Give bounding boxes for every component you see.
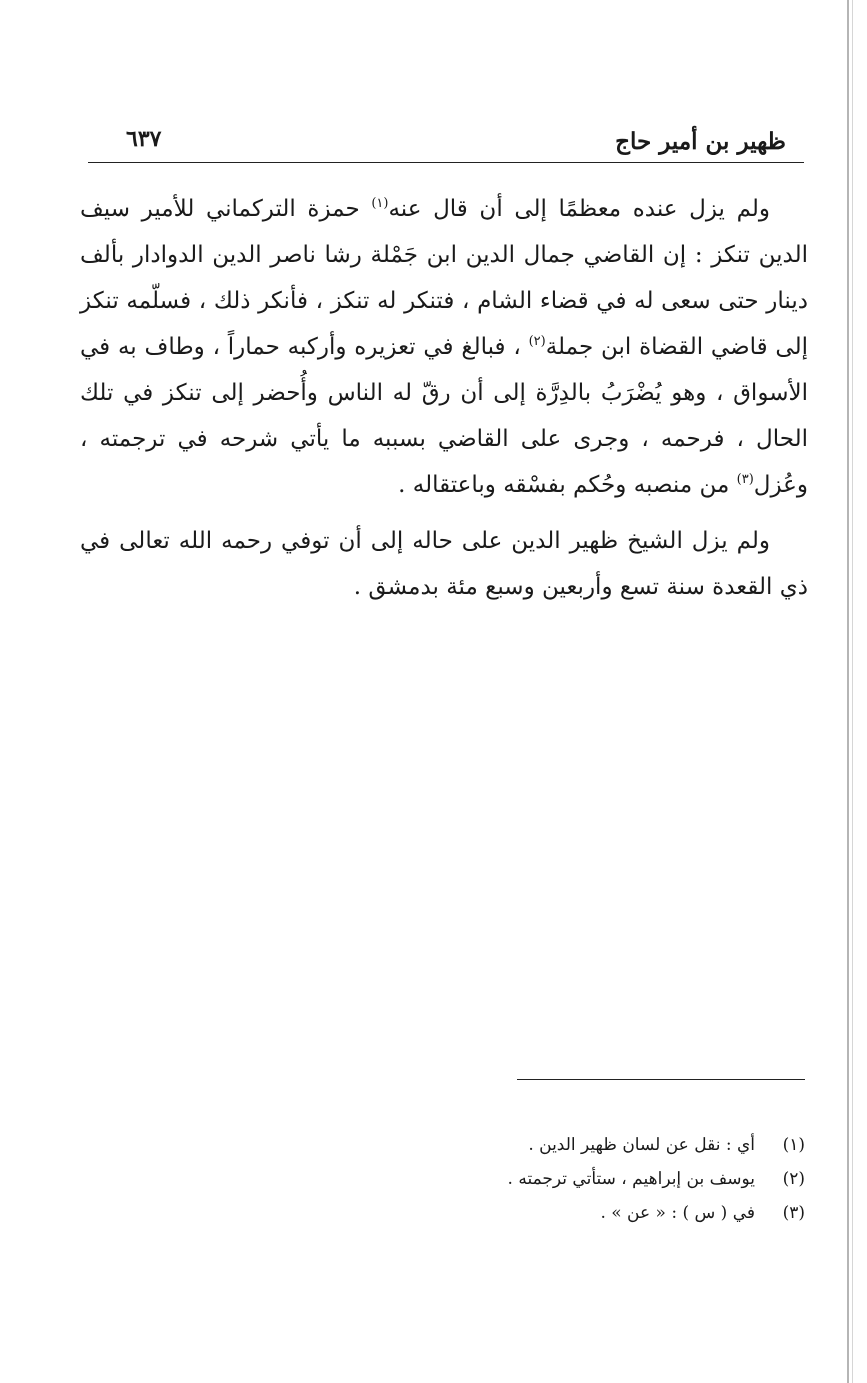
running-title: ظهير بن أمير حاج	[615, 128, 786, 155]
paragraph-1-segment-4: من منصبه وحُكم بفسْقه وباعتقاله .	[398, 472, 737, 498]
footnote-text: أي : نقل عن لسان ظهير الدين .	[528, 1135, 755, 1155]
footnote-separator	[517, 1079, 805, 1080]
paragraph-1	[80, 186, 808, 508]
footnote-3	[300, 1196, 805, 1230]
footnote-2	[300, 1162, 805, 1196]
page-edge-shadow-inner	[852, 0, 853, 1383]
footnote-reference-1[interactable]: (١)	[371, 196, 389, 211]
footnote-reference-2[interactable]: (٢)	[528, 334, 546, 349]
paragraph-1-segment-1: ولم يزل عنده معظمًا إلى أن قال عنه	[388, 196, 771, 222]
paragraph-2: ولم يزل الشيخ ظهير الدين على حاله إلى أن توفي رحمه الله تعالى في ذي القعدة سنة تسع وأربعين وسبع مئة بدمشق .	[80, 528, 808, 600]
paragraph-1-segment-3: ، فبالغ في تعزيره وأركبه حماراً ، وطاف به في الأسواق ، وهو يُضْرَبُ بالدِرَّة إلى أن رقّ له الناس وأُحضر إلى تنكز في تلك الحال ، فرحمه ، وجرى على القاضي بسببه ما يأتي شرحه في ترجمته ، وعُزل	[80, 334, 808, 498]
footnote-marker: (٢)	[782, 1169, 805, 1189]
footnote-text: في ( س ) : « عن » .	[600, 1203, 755, 1223]
footnote-reference-3[interactable]: (٣)	[736, 472, 754, 487]
main-text	[80, 186, 808, 620]
footnote-marker: (١)	[782, 1135, 805, 1155]
paragraph-1-segment-2: حمزة التركماني للأمير سيف الدين تنكز : إن القاضي جمال الدين ابن جَمْلة رشا ناصر الدين الدوادار بألف دينار حتى سعى له في قضاء الشام ، فتنكر له تنكز ، فأنكر ذلك ، فسلّمه تنكز إلى قاضي القضاة ابن جملة	[80, 196, 808, 360]
page-number: ٦٣٧	[126, 126, 162, 152]
footnote-text: يوسف بن إبراهيم ، ستأتي ترجمته .	[507, 1169, 755, 1189]
page-header	[88, 120, 804, 163]
footnote-marker: (٣)	[782, 1203, 805, 1223]
footnotes	[300, 1128, 805, 1230]
page-edge-shadow	[847, 0, 849, 1383]
footnote-1	[300, 1128, 805, 1162]
